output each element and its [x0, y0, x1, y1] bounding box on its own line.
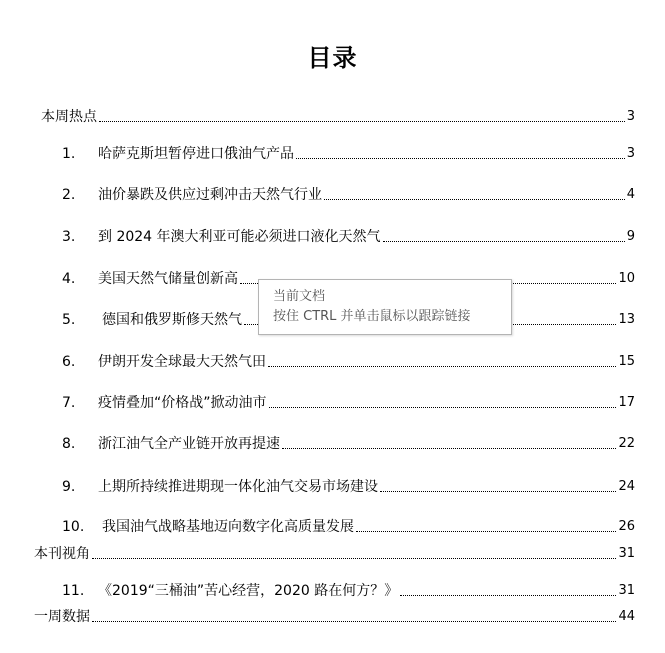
toc-entry-label: 油价暴跌及供应过剩冲击天然气行业: [98, 187, 322, 203]
toc-page-number: 3: [626, 109, 635, 124]
toc-entry-11[interactable]: [62, 582, 635, 600]
toc-entry-number: 8.: [62, 436, 76, 452]
toc-entry-label: 上期所持续推进期现一体化油气交易市场建设: [98, 479, 378, 495]
toc-entry-7[interactable]: [62, 394, 635, 412]
toc-page-number: 10: [618, 271, 635, 286]
toc-page-number: 15: [618, 354, 635, 369]
toc-leader: [99, 121, 625, 122]
page-title: 目录: [307, 44, 358, 72]
toc-entry-number: 10.: [62, 519, 85, 535]
toc-entry-label: 本周热点: [41, 109, 97, 125]
toc-page-number: 24: [618, 479, 635, 494]
toc-entry-label: 伊朗开发全球最大天然气田: [98, 354, 266, 370]
toc-page-number: 4: [626, 187, 635, 202]
toc-leader: [269, 407, 617, 408]
toc-entry-hot-topics[interactable]: [41, 108, 635, 126]
toc-page-number: 22: [618, 436, 635, 451]
toc-entry-10[interactable]: [62, 518, 635, 536]
toc-entry-label: 我国油气战略基地迈向数字化高质量发展: [102, 519, 354, 535]
toc-entry-9[interactable]: [62, 478, 635, 496]
toc-entry-label: 一周数据: [34, 609, 90, 625]
toc-entry-label: 浙江油气全产业链开放再提速: [98, 436, 280, 452]
toc-page-number: 13: [618, 312, 635, 327]
toc-leader: [324, 199, 625, 200]
toc-entry-2[interactable]: [62, 186, 635, 204]
toc-entry-number: 9.: [62, 479, 76, 495]
toc-entry-label: 到 2024 年澳大利亚可能必须进口液化天然气: [98, 229, 381, 245]
toc-page-number: 26: [618, 519, 635, 534]
toc-entry-3[interactable]: [62, 228, 635, 246]
toc-leader: [356, 531, 616, 532]
toc-page-number: 31: [618, 583, 635, 598]
toc-entry-8[interactable]: [62, 435, 635, 453]
toc-leader: [296, 158, 625, 159]
toc-leader: [400, 595, 616, 596]
toc-page-number: 44: [618, 609, 635, 624]
toc-entry-number: 7.: [62, 395, 76, 411]
toc-entry-number: 5.: [62, 312, 76, 328]
toc-leader: [383, 241, 625, 242]
toc-entry-label: 德国和俄罗斯修天然气: [102, 312, 242, 328]
toc-entry-number: 2.: [62, 187, 76, 203]
toc-entry-weekly-data[interactable]: [34, 608, 635, 626]
toc-entry-label: 疫情叠加“价格战”掀动油市: [98, 395, 267, 411]
toc-entry-label: 哈萨克斯坦暂停进口俄油气产品: [98, 146, 294, 162]
toc-entry-6[interactable]: [62, 353, 635, 371]
toc-leader: [380, 491, 616, 492]
toc-entry-number: 1.: [62, 146, 76, 162]
toc-entry-label: 美国天然气储量创新高: [98, 271, 238, 287]
toc-entry-number: 4.: [62, 271, 76, 287]
toc-entry-1[interactable]: [62, 145, 635, 163]
tooltip-line-ctrl-click-hint: 按住 CTRL 并单击鼠标以跟踪链接: [273, 309, 471, 324]
hyperlink-tooltip: [258, 279, 512, 335]
toc-entry-our-view[interactable]: [34, 545, 635, 563]
toc-entry-number: 11.: [62, 583, 85, 599]
toc-page-number: 3: [626, 146, 635, 161]
toc-entry-number: 6.: [62, 354, 76, 370]
toc-page-number: 9: [626, 229, 635, 244]
tooltip-line-current-document: 当前文档: [273, 289, 326, 304]
toc-page-number: 17: [618, 395, 635, 410]
toc-entry-number: 3.: [62, 229, 76, 245]
toc-leader: [268, 366, 616, 367]
toc-leader: [92, 621, 616, 622]
toc-entry-label: 《2019“三桶油”苦心经营，2020 路在何方？》: [98, 583, 399, 599]
toc-page-number: 31: [618, 546, 635, 561]
toc-leader: [92, 558, 616, 559]
toc-leader: [282, 448, 616, 449]
toc-entry-label: 本刊视角: [34, 546, 90, 562]
